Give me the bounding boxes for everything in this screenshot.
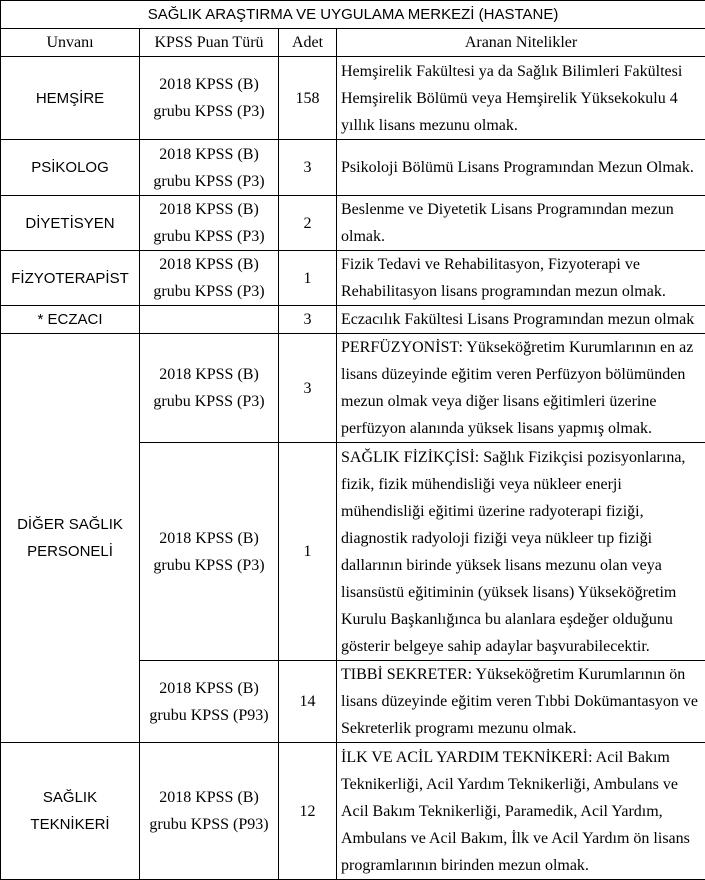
unvan-cell: DİYETİSYEN <box>1 196 140 251</box>
unvan-cell: PSİKOLOG <box>1 140 140 196</box>
adet-cell: 12 <box>279 743 337 880</box>
adet-cell: 3 <box>279 140 337 196</box>
adet-cell: 14 <box>279 661 337 743</box>
adet-cell: 2 <box>279 196 337 251</box>
nitelik-cell: Psikoloji Bölümü Lisans Programından Mezun Olmak. <box>337 140 705 196</box>
table-row <box>1 140 705 196</box>
puan-cell: 2018 KPSS (B) grubu KPSS (P3) <box>140 196 279 251</box>
unvan-cell: * ECZACI <box>1 306 140 334</box>
adet-cell: 3 <box>279 334 337 443</box>
adet-cell: 1 <box>279 443 337 661</box>
puan-cell: 2018 KPSS (B) grubu KPSS (P3) <box>140 140 279 196</box>
unvan-cell: HEMŞİRE <box>1 57 140 140</box>
table-row <box>1 743 705 880</box>
nitelik-cell: TIBBİ SEKRETER: Yükseköğretim Kurumlarının ön lisans düzeyinde eğitim veren Tıbbi Dokümantasyon ve Sekreterlik programı mezunu olmak. <box>337 661 705 743</box>
nitelik-cell: PERFÜZYONİST: Yükseköğretim Kurumlarının en az lisans düzeyinde eğitim veren Perfüzyon bölümünden mezun olmak veya diğer lisans eğitimleri üzerine perfüzyon alanında yüksek lisans yapmış olmak. <box>337 334 705 443</box>
puan-cell: 2018 KPSS (B) grubu KPSS (P3) <box>140 443 279 661</box>
table-row <box>1 306 705 334</box>
puan-cell: 2018 KPSS (B) grubu KPSS (P93) <box>140 661 279 743</box>
puan-cell: 2018 KPSS (B) grubu KPSS (P93) <box>140 743 279 880</box>
nitelik-cell: Eczacılık Fakültesi Lisans Programından mezun olmak <box>337 306 705 334</box>
puan-cell: 2018 KPSS (B) grubu KPSS (P3) <box>140 57 279 140</box>
unvan-cell: FİZYOTERAPİST <box>1 251 140 306</box>
puan-cell: 2018 KPSS (B) grubu KPSS (P3) <box>140 334 279 443</box>
adet-cell: 1 <box>279 251 337 306</box>
nitelik-cell: Hemşirelik Fakültesi ya da Sağlık Bilimleri Fakültesi Hemşirelik Bölümü veya Hemşirelik Yüksekokulu 4 yıllık lisans mezunu olmak. <box>337 57 705 140</box>
nitelik-cell: İLK VE ACİL YARDIM TEKNİKERİ: Acil Bakım Teknikerliği, Acil Yardım Teknikerliği, Ambulans ve Acil Bakım Teknikerliği, Paramedik, Acil Yardım, Ambulans ve Acil Bakım, İlk ve Acil Yardım ön lisans programlarının birinden mezun olmak. <box>337 743 705 880</box>
nitelik-cell: Fizik Tedavi ve Rehabilitasyon, Fizyoterapi ve Rehabilitasyon lisans programından mezun olmak. <box>337 251 705 306</box>
nitelik-cell: Beslenme ve Diyetetik Lisans Programından mezun olmak. <box>337 196 705 251</box>
table-row <box>1 251 705 306</box>
adet-cell: 3 <box>279 306 337 334</box>
puan-cell: 2018 KPSS (B) grubu KPSS (P3) <box>140 251 279 306</box>
table-title: SAĞLIK ARAŞTIRMA VE UYGULAMA MERKEZİ (HASTANE) <box>1 1 705 29</box>
adet-cell: 158 <box>279 57 337 140</box>
table-row <box>1 334 705 443</box>
puan-cell <box>140 306 279 334</box>
unvan-cell: DİĞER SAĞLIK PERSONELİ <box>1 334 140 743</box>
column-header-nitelik: Aranan Nitelikler <box>337 29 705 57</box>
nitelik-cell: SAĞLIK FİZİKÇİSİ: Sağlık Fizikçisi pozisyonlarına, fizik, fizik mühendisliği veya nükleer enerji mühendisliği eğitimi üzerine radyoterapi fiziği, diagnostik radyoloji fiziği veya nükleer tıp fiziği dallarının birinde yüksek lisans mezunu olan veya lisansüstü eğitiminin (yüksek lisans) Yükseköğretim Kurulu Başkanlığınca bu alanlara eşdeğer olduğunu gösterir belgeye sahip adaylar başvurabilecektir. <box>337 443 705 661</box>
table-row <box>1 57 705 140</box>
column-header-puan: KPSS Puan Türü <box>140 29 279 57</box>
column-header-unvan: Unvanı <box>1 29 140 57</box>
column-header-adet: Adet <box>279 29 337 57</box>
table-title-row <box>1 1 705 29</box>
unvan-cell: SAĞLIK TEKNİKERİ <box>1 743 140 880</box>
table-row <box>1 196 705 251</box>
table-header-row <box>1 29 705 57</box>
